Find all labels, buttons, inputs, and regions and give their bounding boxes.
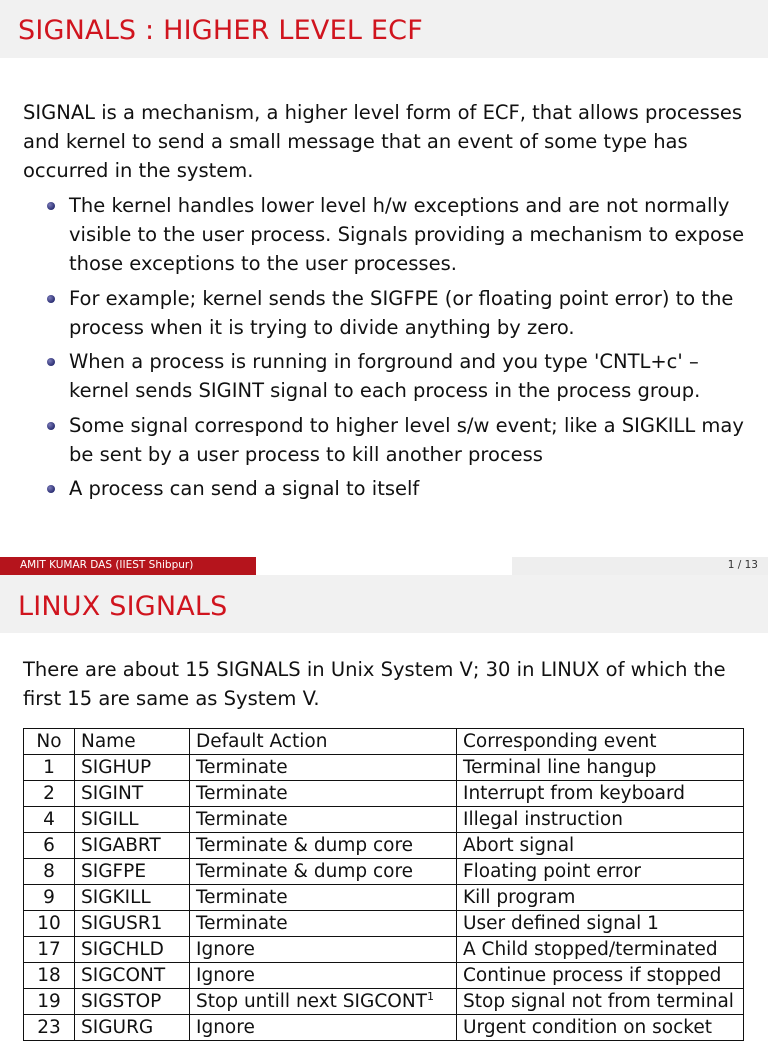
- cell-name: SIGABRT: [75, 833, 190, 859]
- cell-no: 9: [24, 885, 75, 911]
- table-row: [24, 781, 744, 807]
- cell-event: Urgent condition on socket: [457, 1015, 744, 1041]
- bullet-dot-icon: [47, 295, 55, 303]
- cell-default-action: Ignore: [190, 937, 457, 963]
- cell-name: SIGINT: [75, 781, 190, 807]
- bullet-item: [23, 347, 758, 405]
- table-row: [24, 859, 744, 885]
- footer-author: AMIT KUMAR DAS (IIEST Shibpur): [20, 559, 194, 571]
- cell-event: Kill program: [457, 885, 744, 911]
- cell-event: Interrupt from keyboard: [457, 781, 744, 807]
- footer-page-block: [512, 557, 768, 575]
- cell-event: Illegal instruction: [457, 807, 744, 833]
- page-number: 1 / 13: [727, 559, 758, 571]
- slide-title-bar: [0, 575, 768, 633]
- bullet-text: When a process is running in forground and you type 'CNTL+c' – kernel sends SIGINT signal to each process in the process group.: [69, 350, 701, 402]
- cell-default-action: Terminate: [190, 911, 457, 937]
- table-row: [24, 1015, 744, 1041]
- footer-author-block: [0, 557, 256, 575]
- table-row: [24, 911, 744, 937]
- cell-no: 18: [24, 963, 75, 989]
- cell-no: 17: [24, 937, 75, 963]
- cell-default-action: Terminate: [190, 807, 457, 833]
- cell-event: A Child stopped/terminated: [457, 937, 744, 963]
- table-row: [24, 963, 744, 989]
- cell-name: SIGKILL: [75, 885, 190, 911]
- cell-default-action: Terminate: [190, 781, 457, 807]
- table-row: [24, 755, 744, 781]
- cell-event: Floating point error: [457, 859, 744, 885]
- cell-name: SIGCHLD: [75, 937, 190, 963]
- bullet-item: [23, 284, 758, 342]
- cell-default-action: Ignore: [190, 963, 457, 989]
- cell-default-action: Ignore: [190, 1015, 457, 1041]
- column-header-name: Name: [75, 729, 190, 755]
- table-header-row: [24, 729, 744, 755]
- cell-default-action: Terminate: [190, 885, 457, 911]
- footnote-marker: 1: [426, 990, 434, 1003]
- column-header-no: No: [24, 729, 75, 755]
- cell-event: Continue process if stopped: [457, 963, 744, 989]
- cell-event: Terminal line hangup: [457, 755, 744, 781]
- bullet-dot-icon: [47, 202, 55, 210]
- bullet-dot-icon: [47, 485, 55, 493]
- slide-title-bar: [0, 0, 768, 58]
- cell-no: 6: [24, 833, 75, 859]
- cell-name: SIGSTOP: [75, 989, 190, 1015]
- cell-default-action: Terminate: [190, 755, 457, 781]
- bullet-item: [23, 474, 758, 503]
- cell-no: 4: [24, 807, 75, 833]
- slide-footer: [0, 557, 768, 575]
- cell-default-action: Terminate & dump core: [190, 859, 457, 885]
- table-row: [24, 807, 744, 833]
- cell-name: SIGHUP: [75, 755, 190, 781]
- bullet-text: For example; kernel sends the SIGFPE (or floating point error) to the process when it is trying to divide anything by zero.: [69, 286, 734, 339]
- cell-name: SIGURG: [75, 1015, 190, 1041]
- table-row: [24, 937, 744, 963]
- cell-no: 8: [24, 859, 75, 885]
- cell-event: User defined signal 1: [457, 911, 744, 937]
- bullet-text: The kernel handles lower level h/w exceptions and are not normally visible to the user process. Signals providing a mechanism to expose those exceptions to the user processes.: [69, 194, 745, 275]
- table-row: [24, 885, 744, 911]
- intro-paragraph: SIGNAL is a mechanism, a higher level form of ECF, that allows processes and kernel to send a small message that an event of some type has occurred in the system.: [23, 101, 743, 182]
- table-row: [24, 989, 744, 1015]
- bullet-item: [23, 191, 758, 278]
- cell-name: SIGUSR1: [75, 911, 190, 937]
- cell-default-action: Terminate & dump core: [190, 833, 457, 859]
- intro-paragraph: There are about 15 SIGNALS in Unix System V; 30 in LINUX of which the first 15 are same as System V.: [23, 658, 726, 710]
- cell-default-action-text: Stop untill next SIGCONT: [196, 991, 427, 1012]
- bullet-text: A process can send a signal to itself: [69, 477, 420, 500]
- cell-event: Stop signal not from terminal: [457, 989, 744, 1015]
- cell-no: 2: [24, 781, 75, 807]
- cell-event: Abort signal: [457, 833, 744, 859]
- cell-default-action: [190, 989, 457, 1015]
- signals-table: [23, 728, 744, 1041]
- slide-title: SIGNALS : HIGHER LEVEL ECF: [18, 15, 423, 46]
- table-row: [24, 833, 744, 859]
- slide-title: LINUX SIGNALS: [18, 591, 228, 622]
- cell-no: 10: [24, 911, 75, 937]
- bullet-text: Some signal correspond to higher level s/w event; like a SIGKILL may be sent by a user process to kill another process: [69, 413, 744, 466]
- column-header-corresponding-event: Corresponding event: [457, 729, 744, 755]
- cell-name: SIGILL: [75, 807, 190, 833]
- bullet-dot-icon: [47, 358, 55, 366]
- cell-no: 19: [24, 989, 75, 1015]
- bullet-list: [23, 191, 758, 509]
- cell-name: SIGFPE: [75, 859, 190, 885]
- footer-middle-block: [256, 557, 512, 575]
- bullet-dot-icon: [47, 422, 55, 430]
- cell-name: SIGCONT: [75, 963, 190, 989]
- bullet-item: [23, 411, 758, 469]
- cell-no: 1: [24, 755, 75, 781]
- cell-no: 23: [24, 1015, 75, 1041]
- column-header-default-action: Default Action: [190, 729, 457, 755]
